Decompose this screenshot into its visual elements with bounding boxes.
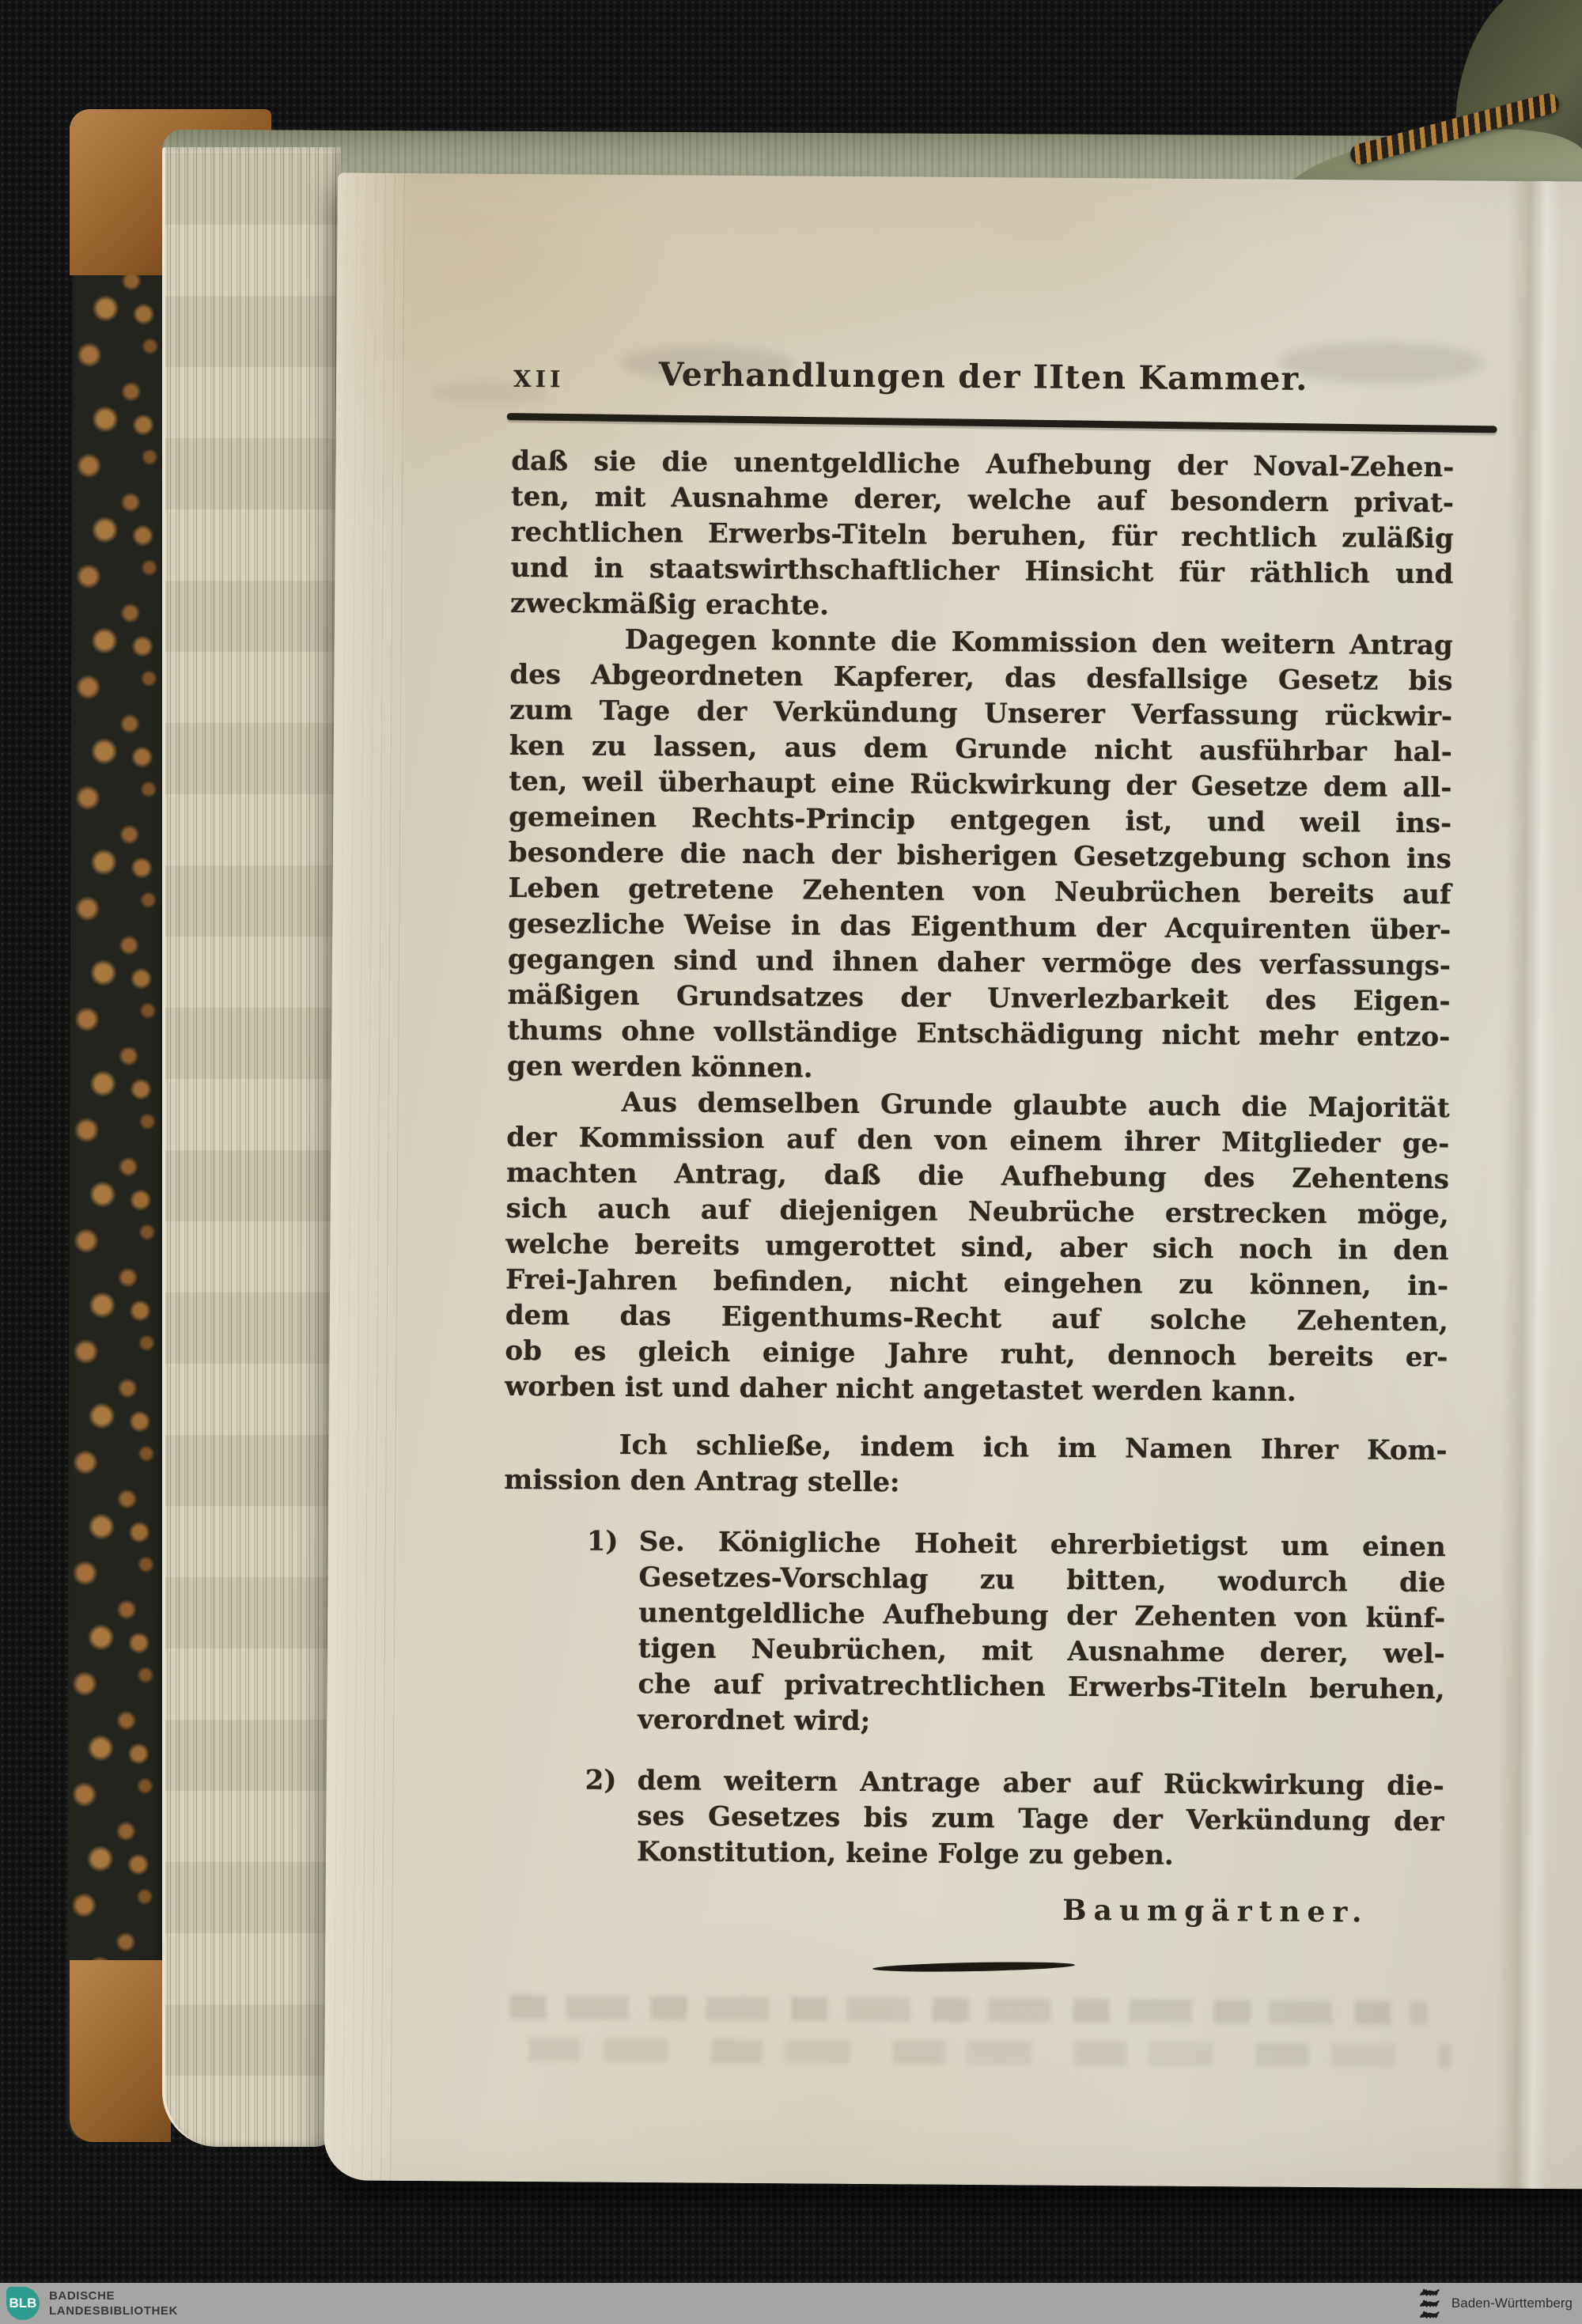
body-line: mäßigen Grundsatzes der Unverlezbarkeit des Eigen- (507, 978, 1451, 1018)
fore-edge-pages (162, 147, 341, 2147)
list-item (585, 1763, 1444, 1876)
body-line: gesezliche Weise in das Eigenthum der Acquirenten über- (508, 907, 1451, 947)
body-line: verordnet wird; (638, 1704, 871, 1738)
body-line: ob es gleich einige Jahre ruht, dennoch bereits er- (505, 1334, 1448, 1374)
running-title: Verhandlungen der IIten Kammer. (658, 355, 1308, 398)
leather-corner-bottom (70, 1960, 171, 2142)
body-line: zweckmäßig erachte. (509, 587, 830, 622)
state-name: Baden-Württemberg (1451, 2296, 1573, 2311)
body-line: worben ist und daher nicht angetastet werden kann. (505, 1370, 1296, 1408)
body-line: unentgeldliche Aufhebung der Zehenten von künf- (638, 1597, 1446, 1635)
body-line: machten Antrag, daß die Aufhebung des Zehentens (505, 1156, 1450, 1196)
body-line: ten, weil überhaupt eine Rückwirkung der Gesetze dem all- (509, 765, 1452, 804)
body-line: sich auch auf diejenigen Neubrüche erstrecken möge, (505, 1192, 1449, 1232)
library-name (49, 2288, 178, 2318)
body-line: Aus demselben Grunde glaubte auch die Majorität (621, 1086, 1450, 1125)
body-line: Leben getretene Zehenten von Neubrüchen bereits auf (508, 872, 1451, 911)
body-text (501, 444, 1455, 1875)
body-line: des Abgeordneten Kapferer, das desfallsige Gesetz bis (509, 658, 1453, 698)
book-cover-marbled-edge (66, 109, 175, 2142)
leather-corner-top-side (70, 109, 171, 275)
end-rule (872, 1961, 1075, 1974)
page-header (512, 354, 1455, 410)
body-line: Konstitution, keine Folge zu geben. (636, 1836, 1174, 1872)
body-line: Dagegen konnte die Kommission den weitern Antrag (624, 623, 1453, 662)
body-line: che auf privatrechtlichen Erwerbs-Titeln beruhen, (638, 1668, 1445, 1706)
blb-logo-text: BLB (9, 2296, 37, 2311)
library-name-line2: LANDESBIBLIOTHEK (49, 2304, 178, 2318)
body-line: gegangen sind und ihnen daher vermöge des verfassungs- (507, 943, 1451, 982)
paragraph (505, 1084, 1450, 1411)
footer-bar (0, 2283, 1582, 2324)
body-line: mission den Antrag stelle: (504, 1463, 900, 1499)
body-line: dem das Eigenthums-Recht auf solche Zehenten, (505, 1299, 1448, 1338)
open-page (324, 172, 1582, 2189)
body-line: Se. Königliche Hoheit ehrerbietigst um einen (638, 1526, 1446, 1564)
header-rule (507, 413, 1497, 433)
bleedthrough-text (509, 2038, 1451, 2068)
body-line: gen werden können. (506, 1050, 813, 1084)
body-line: tigen Neubrüchen, mit Ausnahme derer, wel- (638, 1633, 1445, 1671)
body-line: ten, mit Ausnahme derer, welche auf besondern privat- (510, 480, 1455, 520)
paragraph (507, 622, 1453, 1091)
list-marker: 2) (585, 1764, 617, 1796)
body-line: der Kommission auf den von einem ihrer Mitglieder ge- (506, 1121, 1450, 1160)
body-line: dem weitern Antrage aber auf Rückwirkung die- (637, 1765, 1444, 1803)
list-marker: 1) (586, 1525, 619, 1558)
body-line: Gesetzes-Vorschlag zu bitten, wodurch die (638, 1561, 1446, 1599)
body-line: thums ohne vollständige Entschädigung nicht mehr entzo- (507, 1014, 1451, 1054)
body-line: Frei-Jahren befinden, nicht eingehen zu können, in- (505, 1263, 1449, 1303)
body-line: zum Tage der Verkündung Unserer Verfassung rückwir- (509, 694, 1453, 733)
body-line: welche bereits umgerottet sind, aber sich noch in den (505, 1228, 1449, 1267)
bleedthrough-text (510, 1995, 1428, 2025)
page-number: XII (513, 365, 565, 393)
body-line: ses Gesetzes bis zum Tage der Verkündung der (637, 1800, 1444, 1838)
body-line: ken zu lassen, aus dem Grunde nicht ausführbar hal- (509, 729, 1452, 769)
body-line: gemeinen Rechts-Princip entgegen ist, und weil ins- (509, 801, 1452, 840)
list-item (585, 1524, 1446, 1744)
paragraph (510, 444, 1455, 628)
text-block (500, 354, 1455, 2068)
body-line: und in staatswirthschaftlicher Hinsicht für räthlich und (510, 551, 1454, 591)
state-branding (1418, 2283, 1573, 2324)
body-line: daß sie die unentgeldliche Aufhebung der Noval-Zehen- (511, 445, 1455, 484)
body-line: rechtlichen Erwerbs-Titeln beruhen, für rechtlich zuläßig (510, 516, 1454, 555)
blb-logo (6, 2287, 40, 2320)
bw-coat-of-arms-icon (1418, 2285, 1444, 2322)
signature: Baumgärtner. (1062, 1893, 1369, 1929)
paragraph (504, 1427, 1448, 1505)
body-line: Ich schließe, indem ich im Namen Ihrer Kom- (619, 1429, 1448, 1467)
body-line: besondere die nach der bisherigen Gesetzgebung schon ins (508, 836, 1451, 876)
library-name-line1: BADISCHE (49, 2289, 115, 2303)
